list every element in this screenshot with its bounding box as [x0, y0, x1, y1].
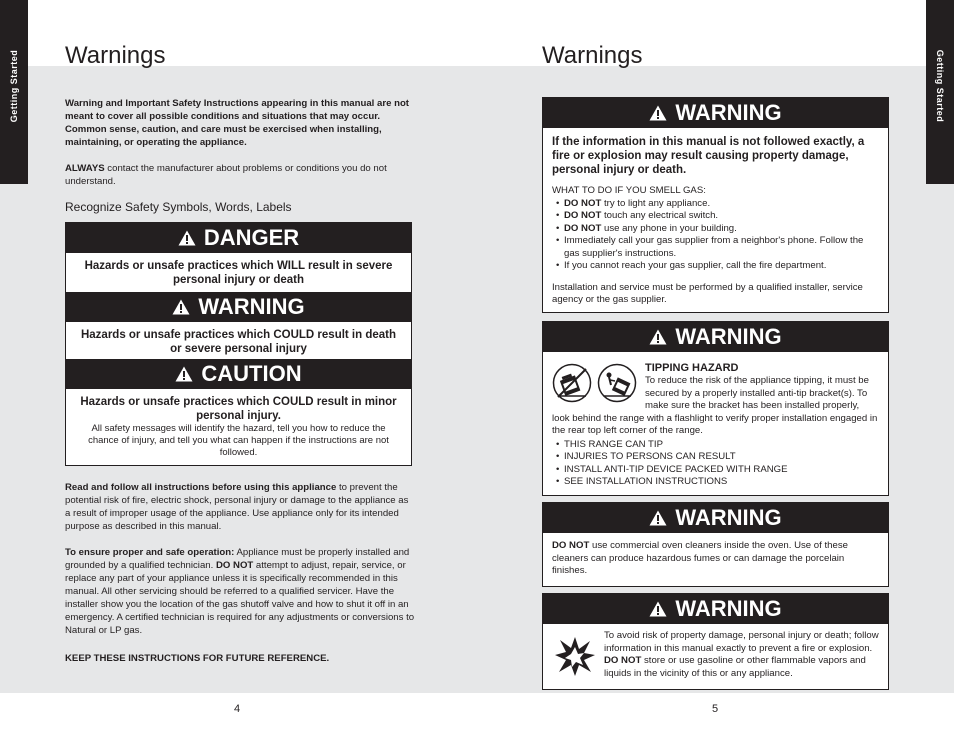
fire-warning-text-1: To avoid risk of property damage, personal injury or death; follow information in this manual exactly to prevent a fire or explosion. [604, 630, 879, 654]
warning-label: WARNING [198, 294, 305, 319]
range-tipping-icon [552, 363, 592, 403]
tipping-bullet-list [552, 439, 879, 489]
warning-triangle-icon [649, 329, 667, 345]
gas-warning-body [543, 128, 888, 314]
oven-cleaner-warning-body [543, 533, 888, 585]
list-item-text: try to light any appliance. [601, 197, 711, 209]
list-item: • If you cannot reach your gas supplier, call the fire department. [552, 260, 879, 273]
oven-cleaner-text: use commercial oven cleaners inside the oven. Use of these cleaners can produce hazardous fumes or can damage the porcelain finishes. [552, 540, 848, 576]
list-item: • THIS RANGE CAN TIP [552, 439, 879, 452]
side-tab-left-label: Getting Started [9, 49, 19, 123]
safe-operation-text-1: Appliance must be properly installed and grounded by a qualified technician. [65, 547, 410, 571]
warning-triangle-icon [649, 601, 667, 617]
right-page-title: Warnings [542, 42, 643, 69]
danger-header [66, 223, 411, 253]
smell-gas-list [552, 198, 879, 273]
tipping-warning-box [542, 321, 889, 496]
tipping-warning-header [543, 322, 888, 352]
oven-cleaner-warning-header [543, 503, 888, 533]
smell-gas-heading: WHAT TO DO IF YOU SMELL GAS: [552, 185, 706, 196]
donot-label: DO NOT [564, 197, 602, 209]
gas-warning-label: WARNING [675, 100, 782, 125]
explosion-icon [554, 635, 596, 677]
read-follow-label: Read and follow all instructions before using this appliance [65, 482, 337, 493]
safety-symbols-panel [65, 222, 412, 466]
left-page-title: Warnings [65, 42, 166, 69]
fire-warning-text-2: store or use gasoline or other flammable vapors and liquids in the vicinity of this or any appliance. [604, 655, 866, 679]
danger-label: DANGER [203, 225, 300, 250]
safe-operation-label: To ensure proper and safe operation: [65, 547, 235, 558]
gas-warning-box [542, 97, 889, 313]
caution-description: Hazards or unsafe practices which COULD result in minor personal injury. [80, 396, 397, 422]
fire-warning-header [543, 594, 888, 624]
warning-triangle-icon [649, 510, 667, 526]
warning-header [66, 292, 411, 322]
fire-warning-label: WARNING [675, 596, 782, 621]
list-item [552, 210, 879, 223]
tipping-warning-body [543, 352, 888, 496]
danger-description: Hazards or unsafe practices which WILL result in severe personal injury or death [84, 260, 393, 286]
always-text: contact the manufacturer about problems or conditions you do not understand. [65, 163, 387, 187]
person-tipping-range-icon [597, 363, 637, 403]
warning-triangle-icon [178, 230, 196, 246]
installation-note: Installation and service must be performed by a qualified installer, service agency or the gas supplier. [552, 281, 863, 305]
safe-operation-donot: DO NOT [215, 560, 254, 571]
fire-warning-box [542, 593, 889, 690]
side-tab-right [926, 0, 954, 184]
list-item-text: use any phone in your building. [601, 222, 737, 234]
keep-instructions: KEEP THESE INSTRUCTIONS FOR FUTURE REFERENCE. [65, 653, 330, 664]
caution-label: CAUTION [201, 361, 302, 386]
warning-triangle-icon [175, 366, 193, 382]
right-page-number: 5 [712, 703, 719, 715]
caution-note: All safety messages will identify the hazard, tell you how to reduce the chance of injury, and tell you what can happen if the instructions are not followed. [88, 423, 389, 458]
safe-operation-paragraph [65, 546, 415, 637]
tipping-icons [552, 363, 637, 403]
warning-triangle-icon [649, 105, 667, 121]
list-item-text: touch any electrical switch. [601, 210, 719, 221]
warning-description: Hazards or unsafe practices which COULD result in death or severe personal injury [80, 329, 397, 355]
tipping-hazard-title: TIPPING HAZARD [645, 362, 739, 374]
list-item [552, 223, 879, 236]
always-label: ALWAYS [65, 163, 105, 174]
fire-warning-body [543, 624, 888, 687]
warning-triangle-icon [172, 299, 190, 315]
donot-label: DO NOT [552, 540, 590, 551]
tipping-warning-label: WARNING [675, 324, 782, 349]
read-follow-paragraph [65, 481, 415, 533]
gas-warning-lead: If the information in this manual is not followed exactly, a fire or explosion may result causing property damage, personal injury or death. [552, 136, 865, 176]
side-tab-left [0, 0, 28, 184]
always-paragraph [65, 162, 415, 188]
list-item: • INJURIES TO PERSONS CAN RESULT [552, 451, 879, 464]
list-item: • INSTALL ANTI-TIP DEVICE PACKED WITH RANGE [552, 464, 879, 477]
intro-paragraph: Warning and Important Safety Instructions appearing in this manual are not meant to cover all possible conditions and situations that may occur. Common sense, caution, and care must be exercised when installing, maintaining, or operating the appliance. [65, 98, 409, 148]
donot-label: DO NOT [564, 210, 602, 221]
list-item: • Immediately call your gas supplier from a neighbor's phone. Follow the gas supplier's instructions. [552, 235, 879, 260]
caution-header [66, 359, 411, 389]
donot-label: DO NOT [604, 655, 642, 666]
oven-cleaner-warning-box [542, 502, 889, 587]
side-tab-right-label: Getting Started [935, 49, 945, 123]
safe-operation-text-2: attempt to adjust, repair, service, or replace any part of your appliance unless it is specifically recommended in this manual. All other servicing should be referred to a qualified servicer. Have the installer show you the location of the gas shutoff valve and how to shut it off in an emergency. A certified technician is required for any adjustments or conversions to Natural or LP gas. [65, 560, 415, 636]
symbols-heading: Recognize Safety Symbols, Words, Labels [65, 200, 292, 214]
tipping-hazard-text: To reduce the risk of the appliance tipping, it must be secured by a properly installed anti-tip bracket(s). To make sure the bracket has been installed properly, look behind the range with a flashlight to verify proper installation engaged in the rear top left corner of the range. [552, 375, 878, 436]
list-item [552, 198, 879, 211]
donot-label: DO NOT [564, 222, 602, 234]
gas-warning-header [543, 98, 888, 128]
read-follow-text: to prevent the potential risk of fire, electric shock, personal injury or damage to the appliance as a result of improper usage of the appliance. Use appliance only for its intended purpose as described in this manual. [65, 482, 409, 532]
oven-cleaner-warning-label: WARNING [675, 505, 782, 530]
left-page-number: 4 [234, 703, 241, 715]
list-item: • SEE INSTALLATION INSTRUCTIONS [552, 476, 879, 489]
